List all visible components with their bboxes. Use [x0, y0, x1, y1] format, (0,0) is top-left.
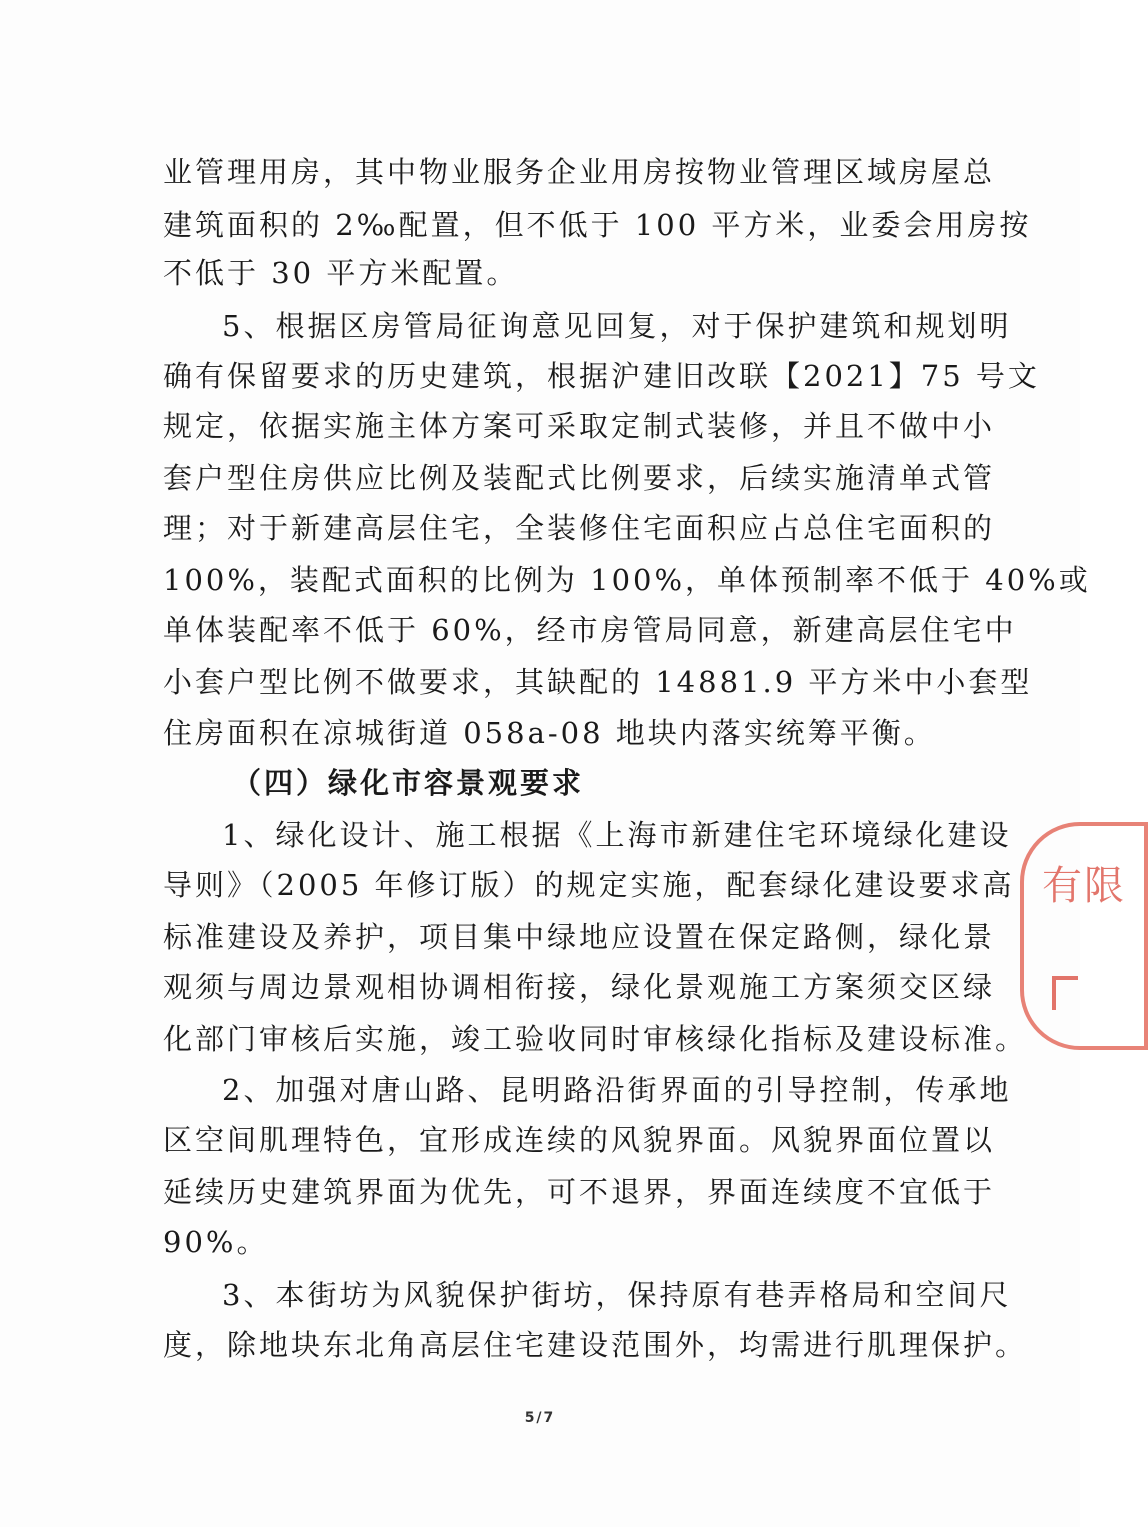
page-number: 5/7	[524, 1410, 556, 1426]
text-line: 理；对于新建高层住宅，全装修住宅面积应占总住宅面积的	[163, 511, 996, 545]
text-line: 区空间肌理特色，宜形成连续的风貌界面。风貌界面位置以	[163, 1123, 996, 1157]
text-line: 导则》（2005 年修订版）的规定实施，配套绿化建设要求高	[163, 868, 1015, 902]
paragraph-1-start: 1、绿化设计、施工根据《上海市新建住宅环境绿化建设	[222, 818, 1012, 852]
text-line: 90%。	[163, 1225, 269, 1259]
seal-mark-icon	[1052, 976, 1078, 1010]
text-line: 标准建设及养护，项目集中绿地应设置在保定路侧，绿化景	[163, 920, 996, 954]
paragraph-3-start: 3、本街坊为风貌保护街坊，保持原有巷弄格局和空间尺	[222, 1278, 1012, 1312]
text-line: 单体装配率不低于 60%，经市房管局同意，新建高层住宅中	[163, 613, 1017, 647]
text-line: 住房面积在凉城街道 058a-08 地块内落实统筹平衡。	[163, 716, 936, 750]
text-line: 不低于 30 平方米配置。	[163, 256, 519, 290]
text-line: 业管理用房，其中物业服务企业用房按物业管理区域房屋总	[163, 155, 996, 189]
paragraph-2-start: 2、加强对唐山路、昆明路沿街界面的引导控制，传承地	[222, 1073, 1012, 1107]
official-seal-fragment	[1020, 822, 1148, 1050]
text-line: 观须与周边景观相协调相衔接，绿化景观施工方案须交区绿	[163, 970, 996, 1004]
text-line: 延续历史建筑界面为优先，可不退界，界面连续度不宜低于	[163, 1175, 996, 1209]
text-line: 套户型住房供应比例及装配式比例要求，后续实施清单式管	[163, 461, 996, 495]
text-line: 100%，装配式面积的比例为 100%，单体预制率不低于 40%或	[163, 563, 1091, 597]
text-line: 化部门审核后实施，竣工验收同时审核绿化指标及建设标准。	[163, 1022, 1028, 1056]
text-line: 度，除地块东北角高层住宅建设范围外，均需进行肌理保护。	[163, 1328, 1028, 1362]
text-line: 小套户型比例不做要求，其缺配的 14881.9 平方米中小套型	[163, 665, 1033, 699]
seal-text: 有限	[1042, 863, 1126, 909]
text-line: 规定，依据实施主体方案可采取定制式装修，并且不做中小	[163, 409, 996, 443]
paragraph-5-start: 5、根据区房管局征询意见回复，对于保护建筑和规划明	[222, 309, 1012, 343]
text-line: 建筑面积的 2‰配置，但不低于 100 平方米，业委会用房按	[163, 208, 1032, 242]
text-line: 确有保留要求的历史建筑，根据沪建旧改联【2021】75 号文	[163, 359, 1040, 393]
section-heading: （四）绿化市容景观要求	[232, 766, 585, 800]
